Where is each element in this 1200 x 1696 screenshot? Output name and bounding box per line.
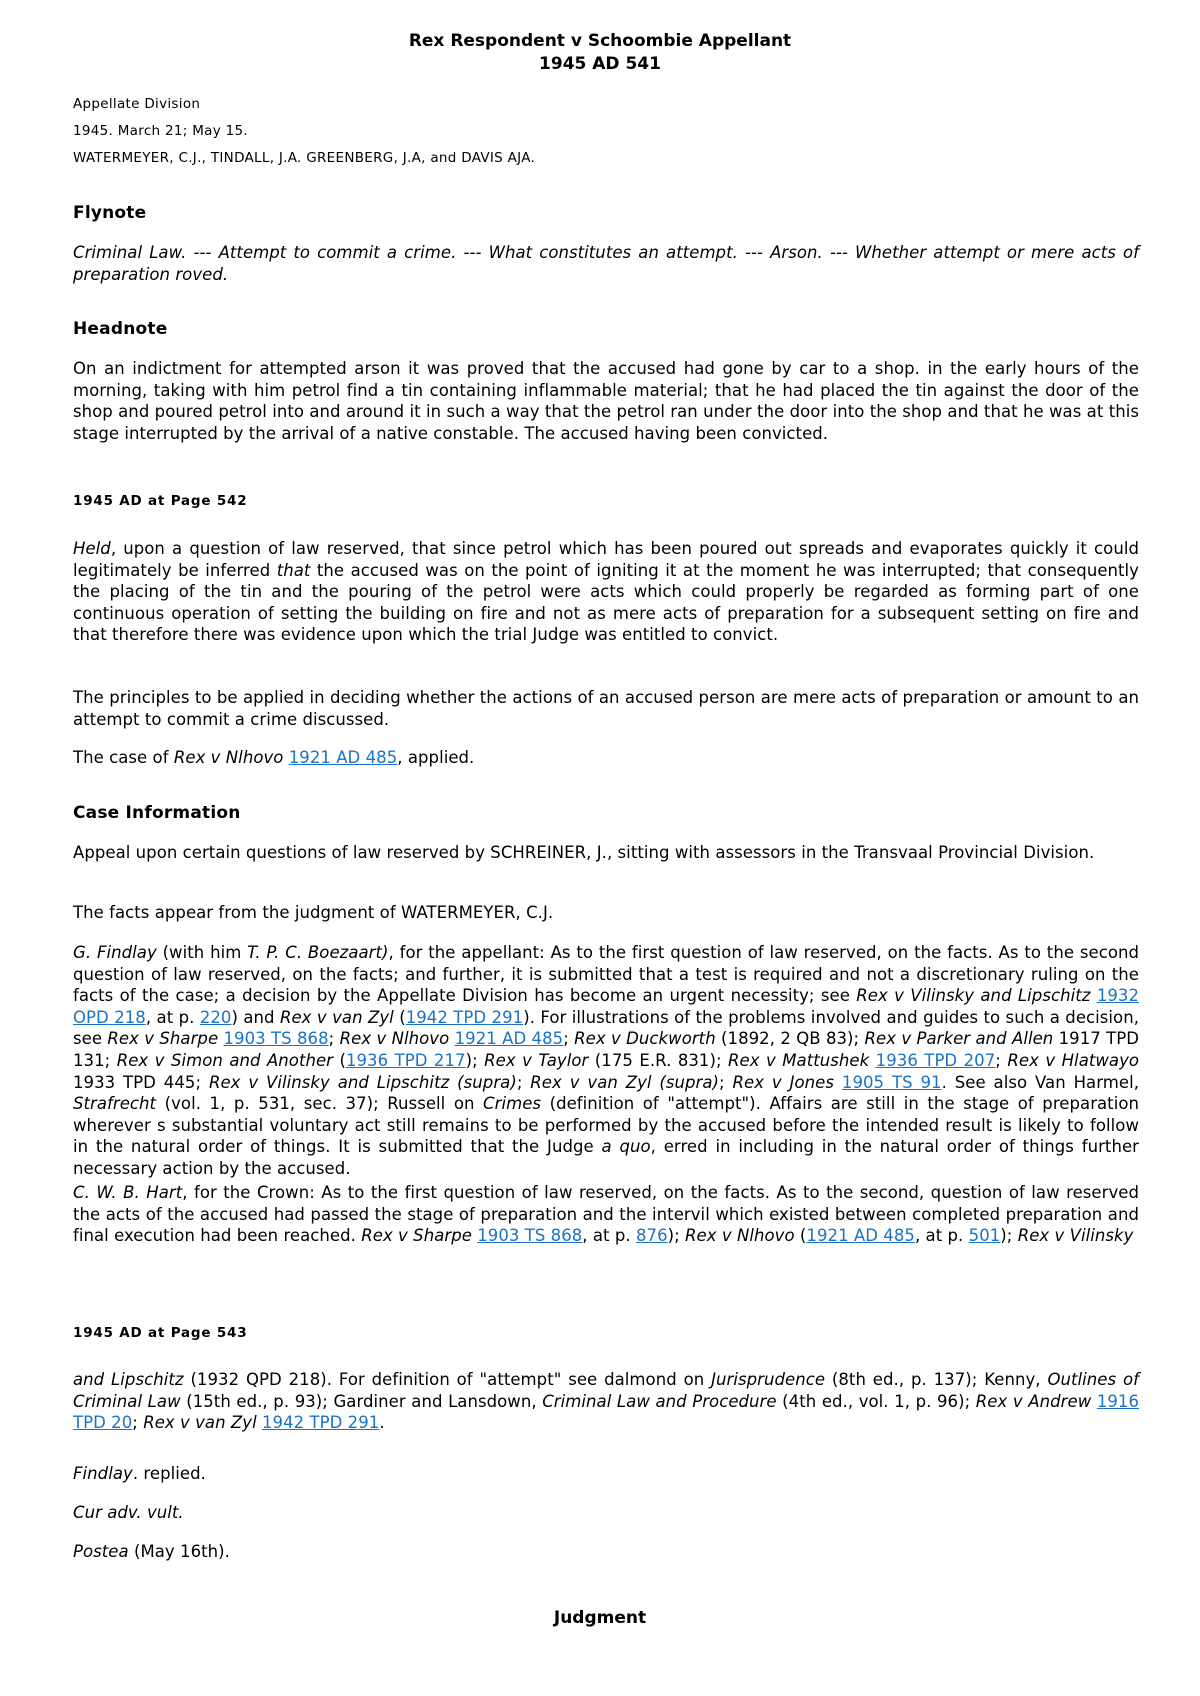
case-link[interactable]: 1921 AD 485: [454, 1029, 564, 1049]
case-link[interactable]: 1942 TPD 291: [262, 1413, 380, 1433]
case-link[interactable]: 1916 TPD 20: [73, 1391, 1140, 1433]
case-link[interactable]: 1942 TPD 291: [405, 1007, 524, 1027]
case-link[interactable]: 1921 AD 485: [288, 748, 398, 767]
held-label: Held: [73, 539, 111, 558]
citations-continued-paragraph: and Lipschitz (1932 QPD 218). For definition of "attempt" see dalmond on Jurisprudence (8th ed., p. 137); Kenny, Outlines of Criminal Law (15th ed., p. 93); Gardiner and Lansdown, Criminal Law and Procedure (4th ed., vol. 1, p. 96); Rex v Andrew 1916 TPD 20; Rex v van Zyl 1942 TPD 291.: [73, 1370, 1140, 1433]
page-marker-543: 1945 AD at Page 543: [73, 1325, 248, 1341]
case-link[interactable]: 1921 AD 485: [806, 1226, 915, 1246]
cur-adv-vult: Cur adv. vult.: [73, 1503, 184, 1522]
crown-argument-paragraph: C. W. B. Hart, for the Crown: As to the first question of law reserved, on the facts. As to the second, question of law reserved the acts of the accused had passed the stage of preparation and the intervil which existed between completed preparation and final execution had been reached. Rex v Sharpe 1903 TS 868, at p. 876); Rex v Nlhovo (1921 AD 485, at p. 501); Rex v Vilinsky: [73, 1183, 1139, 1246]
court-name: Appellate Division: [73, 96, 201, 112]
headnote-paragraph-3: The principles to be applied in deciding whether the actions of an accused person are mere acts of preparation or amount to an attempt to commit a crime discussed.: [73, 688, 1139, 729]
page-link[interactable]: 220: [199, 1007, 232, 1027]
headnote-paragraph-1: On an indictment for attempted arson it was proved that the accused had gone by car to a shop. in the early hours of the morning, taking with him petrol find a tin containing inflammable material; that he had placed the tin against the door of the shop and poured petrol into and around it in such a way that the petrol ran under the door into the shop and that he was at this stage interrupted by the arrival of a native constable. The accused having been convicted.: [73, 359, 1139, 443]
page-marker-542: 1945 AD at Page 542: [73, 493, 248, 509]
headnote-paragraph-4: The case of Rex v Nlhovo 1921 AD 485, applied.: [73, 748, 475, 767]
case-citation: 1945 AD 541: [539, 54, 661, 74]
flynote-text: Criminal Law. --- Attempt to commit a crime. --- What constitutes an attempt. --- Arson. --- Whether attempt or mere acts of preparation roved.: [73, 243, 1139, 284]
postea-paragraph: Postea (May 16th).: [73, 1542, 230, 1561]
judgment-heading: Judgment: [553, 1608, 647, 1629]
page-link[interactable]: 876: [635, 1226, 668, 1246]
case-link[interactable]: 1936 TPD 207: [875, 1050, 996, 1070]
case-link[interactable]: 1903 TS 868: [223, 1029, 329, 1049]
document-header: [0, 30, 1200, 76]
hearing-dates: 1945. March 21; May 15.: [73, 123, 248, 139]
case-info-paragraph-2: The facts appear from the judgment of WATERMEYER, C.J.: [73, 903, 554, 922]
case-link[interactable]: 1905 TS 91: [841, 1072, 942, 1092]
headnote-held-paragraph: Held, upon a question of law reserved, that since petrol which has been poured out spreads and evaporates quickly it could legitimately be inferred that the accused was on the point of igniting it at the moment he was interrupted; that consequently the placing of the tin and the pouring of the petrol were acts which could properly be regarded as forming part of one continuous operation of setting the building on fire and not as mere acts of preparation for a subsequent setting on fire and that therefore there was evidence upon which the trial Judge was entitled to convict.: [73, 539, 1139, 645]
case-link[interactable]: 1903 TS 868: [477, 1226, 583, 1246]
headnote-heading: Headnote: [73, 319, 168, 339]
judges-list: WATERMEYER, C.J., TINDALL, J.A. GREENBERG, J.A, and DAVIS AJA.: [73, 150, 536, 166]
case-title: Rex Respondent v Schoombie Appellant: [408, 31, 792, 51]
appellant-argument-paragraph: G. Findlay (with him T. P. C. Boezaart), for the appellant: As to the first question of law reserved, on the facts. As to the second question of law reserved, on the facts; and further, it is submitted that a test is required and not a discretionary ruling on the facts of the case; a decision by the Appellate Division has become an urgent necessity; see Rex v Vilinsky and Lipschitz 1932 OPD 218, at p. 220) and Rex v van Zyl (1942 TPD 291). For illustrations of the problems involved and guides to such a decision, see Rex v Sharpe 1903 TS 868; Rex v Nlhovo 1921 AD 485; Rex v Duckworth (1892, 2 QB 83); Rex v Parker and Allen 1917 TPD 131; Rex v Simon and Another (1936 TPD 217); Rex v Taylor (175 E.R. 831); Rex v Mattushek 1936 TPD 207; Rex v Hlatwayo 1933 TPD 445; Rex v Vilinsky and Lipschitz (supra); Rex v van Zyl (supra); Rex v Jones 1905 TS 91. See also Van Harmel, Strafrecht (vol. 1, p. 531, sec. 37); Russell on Crimes (definition of "attempt"). Affairs are still in the stage of preparation wherever s substantial voluntary act still remains to be performed by the accused before the intended result is likely to follow in the natural order of things. It is submitted that the Judge a quo, erred in including in the natural order of things further necessary action by the accused.: [73, 943, 1140, 1178]
case-info-paragraph-1: Appeal upon certain questions of law reserved by SCHREINER, J., sitting with assessors in the Transvaal Provincial Division.: [73, 843, 1095, 862]
case-link[interactable]: 1932 OPD 218: [73, 986, 1140, 1027]
case-link[interactable]: 1936 TPD 217: [345, 1050, 466, 1070]
reply-paragraph: Findlay. replied.: [73, 1464, 206, 1483]
page-link[interactable]: 501: [968, 1226, 1001, 1246]
case-information-heading: Case Information: [73, 803, 241, 823]
flynote-heading: Flynote: [73, 203, 147, 223]
